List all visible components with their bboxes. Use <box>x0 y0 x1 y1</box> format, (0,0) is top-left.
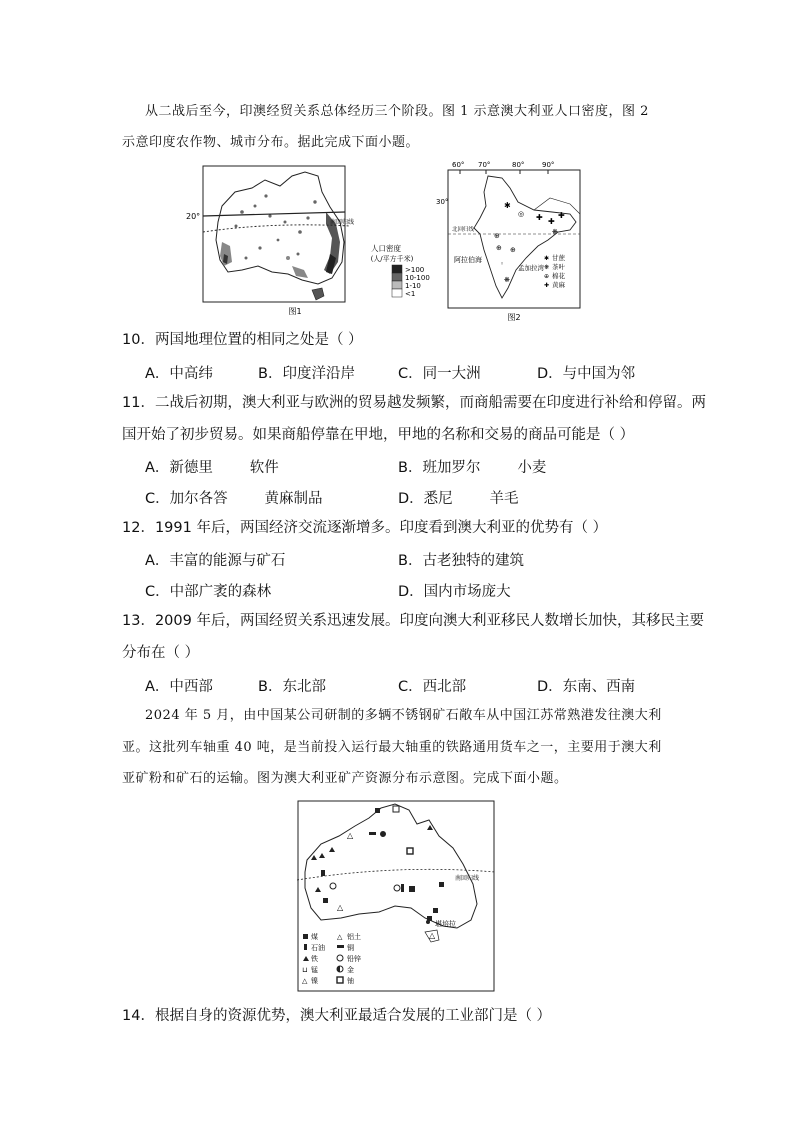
lon-70: 70° <box>478 161 491 169</box>
svg-text:⊕: ⊕ <box>496 244 502 252</box>
svg-text:△: △ <box>337 933 343 941</box>
lat-20-label: 20° <box>186 212 201 221</box>
svg-text:✱: ✱ <box>504 201 511 210</box>
figure-3-australia-minerals <box>297 800 497 994</box>
svg-text:△: △ <box>302 977 308 985</box>
q11-option-d: D．悉尼 羊毛 <box>398 491 519 507</box>
arabian-sea-label: 阿拉伯海 <box>454 256 482 264</box>
legend-unit: (人/平方千米) <box>370 255 414 263</box>
legend-jute: 黄麻 <box>552 281 565 289</box>
figure-2-india-map <box>430 158 600 322</box>
q11-option-c: C．加尔各答 黄麻制品 <box>145 491 323 507</box>
q13-option-a: A．中西部 <box>145 679 213 695</box>
q12-option-d: D．国内市场庞大 <box>398 584 511 600</box>
q11-stem-line1: 11．二战后初期，澳大利亚与欧洲的贸易越发频繁，而商船需要在印度进行补给和停留。两 <box>122 395 706 411</box>
fig3-canberra-label: 堪培拉 <box>435 920 456 928</box>
svg-text:⊔: ⊔ <box>302 966 308 974</box>
passage1-line2: 示意印度农作物、城市分布。据此完成下面小题。 <box>122 135 420 150</box>
svg-text:⊕: ⊕ <box>494 232 500 240</box>
tropic-label: 南回归线 <box>330 219 355 226</box>
passage1-line1: 从二战后至今，印澳经贸关系总体经历三个阶段。图 1 示意澳大利亚人口密度，图 2 <box>145 104 649 119</box>
passage2-line3: 亚矿粉和矿石的运输。图为澳大利亚矿产资源分布示意图。完成下面小题。 <box>122 771 568 786</box>
svg-text:✚: ✚ <box>548 217 555 226</box>
q10-option-c: C．同一大洲 <box>398 366 481 382</box>
svg-text:⊕: ⊕ <box>544 273 550 280</box>
figure-1-australia-population <box>180 162 430 322</box>
q13-option-d: D．东南、西南 <box>537 679 636 695</box>
lat-30: 30° <box>436 198 449 206</box>
q11-stem-line2: 国开始了初步贸易。如果商船停靠在甲地，甲地的名称和交易的商品可能是（ ） <box>122 427 635 443</box>
legend-item-4: <1 <box>405 290 416 298</box>
legend-oil: 石油 <box>311 944 325 952</box>
legend-title: 人口密度 <box>371 244 401 253</box>
svg-text:❋: ❋ <box>544 264 550 271</box>
legend-manganese: 锰 <box>311 966 318 974</box>
passage2-line2: 亚。这批列车轴重 40 吨，是当前投入运行最大轴重的铁路通用货车之一，主要用于澳大利 <box>122 740 662 755</box>
legend-item-2: 10-100 <box>405 274 430 282</box>
svg-text:◦: ◦ <box>500 260 505 268</box>
q10-stem: 10．两国地理位置的相同之处是（ ） <box>122 332 363 348</box>
q12-option-c: C．中部广袤的森林 <box>145 584 272 600</box>
passage2-line1: 2024 年 5 月，由中国某公司研制的多辆不锈钢矿石敞车从中国江苏常熟港发往澳大利 <box>145 708 662 723</box>
q11-option-b: B．班加罗尔 小麦 <box>398 460 547 476</box>
bay-of-bengal-label: 孟加拉湾 <box>518 264 544 272</box>
legend-uranium: 铀 <box>347 977 354 985</box>
q12-option-a: A．丰富的能源与矿石 <box>145 553 286 569</box>
figure-1-caption: 图1 <box>288 307 302 316</box>
legend-cotton: 棉花 <box>552 272 565 280</box>
q14-stem: 14．根据自身的资源优势，澳大利亚最适合发展的工业部门是（ ） <box>122 1008 552 1024</box>
lon-60: 60° <box>452 161 465 169</box>
q10-option-d: D．与中国为邻 <box>537 366 636 382</box>
legend-coal: 煤 <box>311 933 318 941</box>
q13-stem-line1: 13．2009 年后，两国经贸关系迅速发展。印度向澳大利亚移民人数增长加快，其移民主要 <box>122 613 704 629</box>
q10-option-a: A．中高纬 <box>145 366 213 382</box>
legend-sugarcane: 甘蔗 <box>552 254 565 262</box>
legend-nickel: 镍 <box>311 977 318 985</box>
legend-item-3: 1-10 <box>405 282 421 290</box>
svg-text:✚: ✚ <box>536 213 543 222</box>
legend-lead-zinc: 铅锌 <box>347 955 361 963</box>
legend-copper: 铜 <box>347 944 354 952</box>
q10-option-b: B．印度洋沿岸 <box>258 366 355 382</box>
legend-bauxite: 铝土 <box>347 933 361 941</box>
svg-text:△: △ <box>337 903 344 912</box>
legend-item-1: >100 <box>405 266 425 274</box>
svg-text:❋: ❋ <box>504 276 510 284</box>
svg-text:◎: ◎ <box>518 210 525 218</box>
fig3-tropic-label: 南回归线 <box>455 875 480 882</box>
q13-stem-line2: 分布在（ ） <box>122 645 200 661</box>
legend-iron: 铁 <box>311 955 318 963</box>
svg-text:❋: ❋ <box>552 228 558 236</box>
q12-stem: 12．1991 年后，两国经济交流逐渐增多。印度看到澳大利亚的优势有（ ） <box>122 520 608 536</box>
svg-text:✚: ✚ <box>544 282 550 289</box>
q13-option-c: C．西北部 <box>398 679 467 695</box>
svg-text:✱: ✱ <box>544 255 550 262</box>
legend-tea: 茶叶 <box>552 263 565 271</box>
q12-option-b: B．古老独特的建筑 <box>398 553 524 569</box>
svg-text:✚: ✚ <box>558 211 565 220</box>
svg-text:△: △ <box>429 931 436 940</box>
figure-2-caption: 图2 <box>507 313 521 322</box>
svg-text:△: △ <box>347 831 354 840</box>
q11-option-a: A．新德里 软件 <box>145 460 279 476</box>
q13-option-b: B．东北部 <box>258 679 326 695</box>
lon-90: 90° <box>542 161 555 169</box>
lon-80: 80° <box>512 161 525 169</box>
tropic-label-india: 北回归线 <box>452 227 475 233</box>
svg-text:⊕: ⊕ <box>510 246 516 254</box>
legend-gold: 金 <box>347 966 354 974</box>
